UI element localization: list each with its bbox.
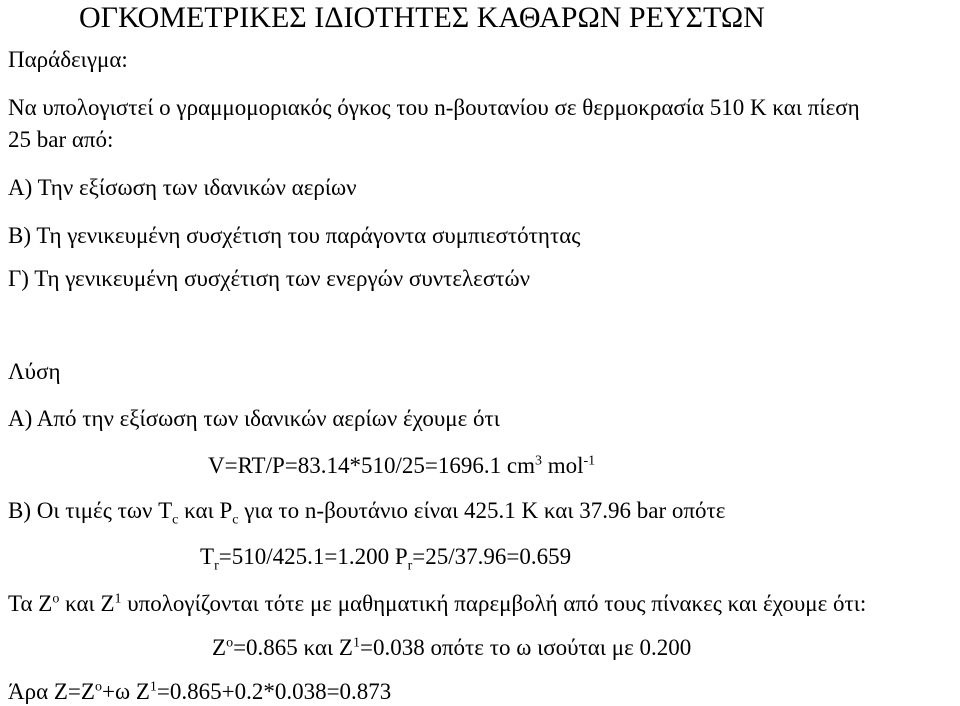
- solution-a-intro: Α) Από την εξίσωση των ιδανικών αερίων έχουμε ότι: [8, 406, 500, 431]
- option-c: Γ) Τη γενικευμένη συσχέτιση των ενεργών συντελεστών: [8, 266, 530, 291]
- superscript: 3: [534, 453, 542, 469]
- text-part: =0.865+0.2*0.038=0.873: [156, 679, 392, 704]
- option-a: Α) Την εξίσωση των ιδανικών αερίων: [8, 175, 357, 200]
- text-part: Β) Οι τιμές των T: [8, 498, 173, 523]
- text-part: και P: [178, 498, 233, 523]
- option-b: Β) Τη γενικευμένη συσχέτιση του παράγοντα συμπιεστότητας: [8, 223, 581, 248]
- text-part: =25/37.96=0.659: [412, 544, 572, 569]
- text-part: για το n-βουτάνιο είναι 425.1 K και 37.96 bar οπότε: [238, 498, 726, 523]
- superscript: o: [94, 679, 102, 695]
- text-part: υπολογίζονται τότε με μαθηματική παρεμβολή από τους πίνακες και έχουμε ότι:: [121, 591, 867, 616]
- superscript: o: [226, 635, 234, 651]
- page-title: ΟΓΚΟΜΕΤΡΙΚΕΣ ΙΔΙΟΤΗΤΕΣ ΚΑΘΑΡΩΝ ΡΕΥΣΤΩΝ: [79, 1, 765, 34]
- reduced-properties-equation: [200, 544, 572, 574]
- ideal-gas-equation: [208, 454, 595, 477]
- text-part: =0.865 και Z: [233, 635, 353, 660]
- equation-text: V=RT/P=83.14*510/25=1696.1 cm: [208, 453, 535, 478]
- superscript: 1: [114, 591, 122, 607]
- final-result: [8, 680, 391, 703]
- solution-b-intro: [8, 498, 726, 528]
- superscript: -1: [583, 453, 596, 469]
- subscript: r: [214, 558, 219, 574]
- z-values-equation: [212, 636, 691, 659]
- text-part: Z: [212, 635, 227, 660]
- text-part: Άρα Z=Z: [8, 679, 95, 704]
- equation-text: mol: [541, 453, 584, 478]
- superscript: 1: [352, 635, 360, 651]
- text-part: =510/425.1=1.200 P: [218, 544, 408, 569]
- example-label: Παράδειγμα:: [8, 47, 128, 72]
- subscript: c: [232, 512, 239, 528]
- subscript: r: [407, 558, 413, 574]
- z-values-intro: [8, 592, 866, 615]
- text-part: Τα Z: [8, 591, 53, 616]
- text-part: +ω Z: [101, 679, 150, 704]
- subscript: c: [172, 512, 179, 528]
- solution-label: Λύση: [8, 359, 61, 384]
- problem-line-1: Να υπολογιστεί ο γραμμομοριακός όγκος του n-βουτανίου σε θερμοκρασία 510 K και πίεση: [8, 95, 860, 120]
- problem-line-2: 25 bar από:: [8, 127, 114, 152]
- text-part: T: [200, 544, 215, 569]
- superscript: o: [52, 591, 60, 607]
- superscript: 1: [149, 679, 157, 695]
- text-part: και Z: [59, 591, 115, 616]
- text-part: =0.038 οπότε το ω ισούται με 0.200: [359, 635, 692, 660]
